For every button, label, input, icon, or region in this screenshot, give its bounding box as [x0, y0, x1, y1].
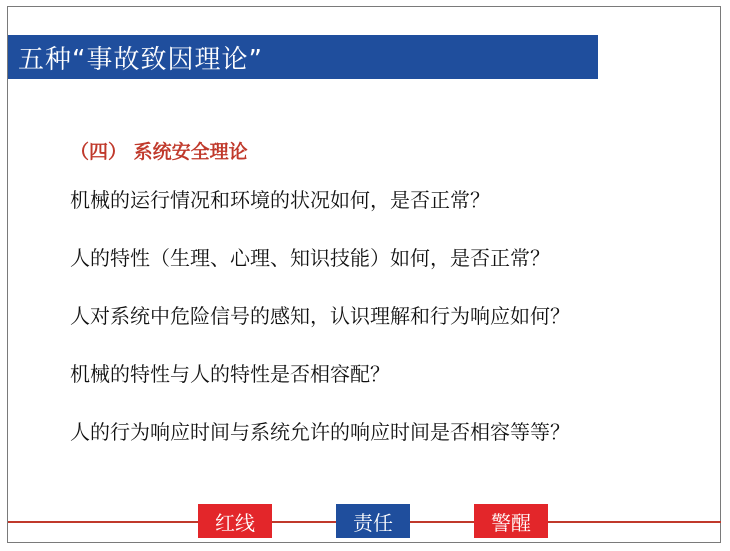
responsibility-button-label: 责任 [353, 510, 393, 535]
question-item: 机械的特性与人的特性是否相容配？ [70, 362, 390, 386]
question-item: 人对系统中危险信号的感知，认识理解和行为响应如何？ [70, 304, 570, 328]
warning-button-label: 警醒 [491, 510, 531, 535]
question-list [70, 186, 710, 476]
question-item: 人的特性（生理、心理、知识技能）如何，是否正常？ [70, 246, 550, 270]
responsibility-button[interactable] [336, 504, 410, 538]
section-heading: （四） 系统安全理论 [70, 141, 248, 163]
warning-button[interactable] [474, 504, 548, 538]
question-item: 机械的运行情况和环境的状况如何，是否正常？ [70, 188, 490, 212]
title-bar [8, 35, 598, 79]
slide-title: 五种“事故致因理论” [18, 44, 263, 75]
redline-button-label: 红线 [215, 510, 255, 535]
question-item: 人的行为响应时间与系统允许的响应时间是否相容等等？ [70, 420, 570, 444]
redline-button[interactable] [198, 504, 272, 538]
